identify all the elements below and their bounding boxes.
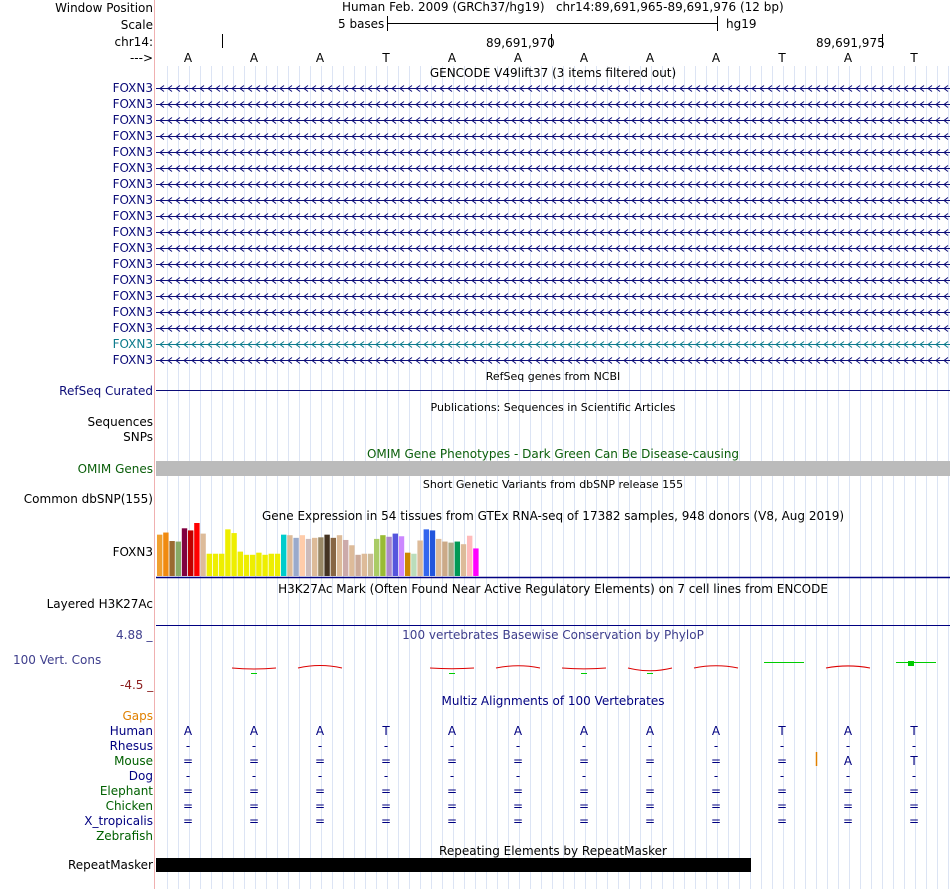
multiz-alignment-char: = xyxy=(314,799,326,813)
multiz-alignment-char: = xyxy=(380,754,392,768)
omim-track-title[interactable]: OMIM Gene Phenotypes - Dark Green Can Be Disease-causing xyxy=(366,447,740,461)
assembly-label: hg19 xyxy=(726,17,757,31)
base-letter: A xyxy=(645,51,655,65)
multiz-track-title[interactable]: Multiz Alignments of 100 Vertebrates xyxy=(441,694,665,708)
base-letter: A xyxy=(249,51,259,65)
phylop-label[interactable]: 100 Vert. Cons xyxy=(13,653,102,667)
multiz-alignment-char: = xyxy=(248,784,260,798)
multiz-alignment-char: - xyxy=(911,769,917,783)
multiz-species-label[interactable]: Rhesus xyxy=(109,739,153,753)
multiz-species-label[interactable]: Elephant xyxy=(99,784,153,798)
phylop-value-mark xyxy=(694,666,738,668)
gtex-tissue-bar[interactable] xyxy=(275,554,280,576)
h3k27ac-track-title[interactable]: H3K27Ac Mark (Often Found Near Active Regulatory Elements) on 7 cell lines from ENCODE xyxy=(278,582,828,596)
gtex-tissue-bar[interactable] xyxy=(411,554,416,576)
multiz-species-label[interactable]: X_tropicalis xyxy=(84,814,153,828)
gencode-transcript[interactable] xyxy=(156,230,950,236)
gtex-tissue-bar[interactable] xyxy=(337,535,342,576)
multiz-alignment-char: = xyxy=(842,799,854,813)
gtex-tissue-bar[interactable] xyxy=(417,540,422,576)
gtex-tissue-bar[interactable] xyxy=(318,537,323,576)
gencode-transcript[interactable] xyxy=(156,86,950,92)
publications-label-sequences[interactable]: Sequences xyxy=(87,415,153,429)
gtex-track-title[interactable]: Gene Expression in 54 tissues from GTEx RNA-seq of 17382 samples, 948 donors (V8, Aug 2019) xyxy=(261,509,845,523)
gtex-tissue-bar[interactable] xyxy=(300,535,305,576)
scale-label: Scale xyxy=(120,18,153,32)
multiz-alignment-char: - xyxy=(713,739,719,753)
multiz-alignment-char: A xyxy=(843,724,853,738)
gencode-transcript[interactable] xyxy=(156,342,950,348)
multiz-alignment-char: = xyxy=(578,814,590,828)
gtex-tissue-bar[interactable] xyxy=(238,552,243,576)
base-letter: A xyxy=(579,51,589,65)
multiz-alignment-char: A xyxy=(843,754,853,768)
dbsnp-track-title[interactable]: Short Genetic Variants from dbSNP release 155 xyxy=(422,478,684,491)
position-title: Human Feb. 2009 (GRCh37/hg19) chr14:89,691,965-89,691,976 (12 bp) xyxy=(342,0,784,14)
gencode-transcript-label[interactable]: FOXN3 xyxy=(112,145,153,159)
multiz-alignment-char: = xyxy=(314,784,326,798)
multiz-alignment-char: = xyxy=(512,799,524,813)
multiz-alignment-char: = xyxy=(710,754,722,768)
gtex-tissue-bar[interactable] xyxy=(250,555,255,576)
gencode-transcript[interactable] xyxy=(156,134,950,140)
gencode-transcript-label[interactable]: FOXN3 xyxy=(112,129,153,143)
gencode-transcript-label[interactable]: FOXN3 xyxy=(112,289,153,303)
multiz-alignment-char: - xyxy=(647,739,653,753)
phylop-value-mark xyxy=(298,666,342,668)
multiz-alignment-char: = xyxy=(842,814,854,828)
multiz-alignment-char: T xyxy=(778,724,786,738)
gtex-tissue-bar[interactable] xyxy=(430,530,435,576)
gtex-tissue-bar[interactable] xyxy=(424,529,429,576)
gtex-tissue-bar[interactable] xyxy=(442,542,447,576)
phylop-value-mark xyxy=(496,666,540,668)
gencode-transcript-label[interactable]: FOXN3 xyxy=(112,177,153,191)
strand-label: ---> xyxy=(129,51,153,65)
gtex-tissue-bar[interactable] xyxy=(269,554,274,576)
base-letter: A xyxy=(315,51,325,65)
multiz-alignment-char: - xyxy=(911,739,917,753)
multiz-alignment-char: = xyxy=(446,799,458,813)
multiz-alignment-char: = xyxy=(182,784,194,798)
multiz-alignment-char: - xyxy=(185,739,191,753)
multiz-alignment-char: = xyxy=(578,799,590,813)
gtex-tissue-bar[interactable] xyxy=(405,553,410,576)
gtex-tissue-bar[interactable] xyxy=(281,535,286,576)
multiz-alignment-char: - xyxy=(845,739,851,753)
multiz-species-label[interactable]: Human xyxy=(109,724,153,738)
gtex-tissue-bar[interactable] xyxy=(380,535,385,576)
gencode-transcript[interactable] xyxy=(156,262,950,268)
gtex-tissue-bar[interactable] xyxy=(399,536,404,576)
repeatmasker-element[interactable] xyxy=(156,858,751,872)
gencode-transcript[interactable] xyxy=(156,214,950,220)
gtex-tissue-bar[interactable] xyxy=(213,554,218,576)
multiz-alignment-char: = xyxy=(380,814,392,828)
multiz-alignment-char: - xyxy=(779,739,785,753)
gencode-transcript[interactable] xyxy=(156,182,950,188)
gencode-transcript[interactable] xyxy=(156,358,950,364)
publications-label-snps[interactable]: SNPs xyxy=(123,430,153,444)
multiz-alignment-char: = xyxy=(776,799,788,813)
gtex-tissue-bar[interactable] xyxy=(436,539,441,576)
gtex-tissue-bar[interactable] xyxy=(473,548,478,576)
gtex-tissue-bar[interactable] xyxy=(219,554,224,576)
gtex-tissue-bar[interactable] xyxy=(362,554,367,576)
multiz-alignment-char: = xyxy=(446,784,458,798)
multiz-alignment-char: - xyxy=(317,769,323,783)
multiz-alignment-char: T xyxy=(910,754,918,768)
multiz-alignment-char: - xyxy=(647,769,653,783)
base-letter: T xyxy=(382,51,390,65)
multiz-alignment-char: = xyxy=(644,814,656,828)
multiz-species-label[interactable]: Zebrafish xyxy=(96,829,153,843)
gtex-tissue-bar[interactable] xyxy=(393,534,398,576)
multiz-alignment-char: A xyxy=(513,724,523,738)
multiz-gaps-label: Gaps xyxy=(122,709,153,723)
gtex-tissue-bar[interactable] xyxy=(355,555,360,576)
gtex-tissue-bar[interactable] xyxy=(200,534,205,576)
chrom-label: chr14: xyxy=(114,35,153,49)
gtex-tissue-bar[interactable] xyxy=(225,529,230,576)
multiz-alignment-char: = xyxy=(644,784,656,798)
multiz-species-label[interactable]: Dog xyxy=(128,769,153,783)
multiz-alignment-char: = xyxy=(182,814,194,828)
gtex-tissue-bar[interactable] xyxy=(312,538,317,576)
repeatmasker-track-title[interactable]: Repeating Elements by RepeatMasker xyxy=(439,844,667,858)
multiz-alignment-char: = xyxy=(248,799,260,813)
base-letter: A xyxy=(183,51,193,65)
gtex-tissue-bar[interactable] xyxy=(374,539,379,576)
gtex-tissue-bar[interactable] xyxy=(343,540,348,576)
phylop-value-mark xyxy=(562,668,606,669)
omim-gene-bar[interactable] xyxy=(156,461,950,476)
gtex-tissue-bar[interactable] xyxy=(293,538,298,576)
phylop-track-title[interactable]: 100 vertebrates Basewise Conservation by PhyloP xyxy=(402,628,704,642)
window-position-label: Window Position xyxy=(55,1,153,15)
multiz-alignment-char: = xyxy=(908,784,920,798)
phylop-min-value: -4.5 _ xyxy=(120,678,154,692)
refseq-track-title[interactable]: RefSeq genes from NCBI xyxy=(485,370,621,383)
gencode-track-title[interactable]: GENCODE V49lift37 (3 items filtered out) xyxy=(429,66,677,80)
repeatmasker-label[interactable]: RepeatMasker xyxy=(67,858,153,872)
gencode-transcript-label[interactable]: FOXN3 xyxy=(112,353,153,367)
gtex-tissue-bar[interactable] xyxy=(176,542,181,576)
multiz-alignment-char: = xyxy=(578,754,590,768)
gencode-transcript-label[interactable]: FOXN3 xyxy=(112,241,153,255)
multiz-alignment-char: A xyxy=(249,724,259,738)
multiz-alignment-char: - xyxy=(779,769,785,783)
gencode-transcript-label[interactable]: FOXN3 xyxy=(112,273,153,287)
gencode-transcript-label[interactable]: FOXN3 xyxy=(112,161,153,175)
gencode-transcript[interactable] xyxy=(156,326,950,332)
multiz-alignment-char: = xyxy=(710,814,722,828)
gencode-transcript-label[interactable]: FOXN3 xyxy=(112,113,153,127)
multiz-alignment-char: - xyxy=(383,739,389,753)
phylop-value-mark xyxy=(232,668,276,669)
gtex-tissue-bar[interactable] xyxy=(349,545,354,576)
gtex-tissue-bar[interactable] xyxy=(157,535,162,576)
gencode-transcript-label[interactable]: FOXN3 xyxy=(112,193,153,207)
gtex-tissue-bar[interactable] xyxy=(448,543,453,576)
gtex-tissue-bar[interactable] xyxy=(467,536,472,576)
omim-label[interactable]: OMIM Genes xyxy=(77,462,153,476)
refseq-label[interactable]: RefSeq Curated xyxy=(59,384,153,398)
gencode-transcript[interactable] xyxy=(156,150,950,156)
multiz-alignment-char: = xyxy=(644,799,656,813)
gencode-transcript[interactable] xyxy=(156,278,950,284)
base-letter: A xyxy=(843,51,853,65)
gencode-transcript[interactable] xyxy=(156,198,950,204)
gtex-tissue-bar[interactable] xyxy=(231,533,236,576)
gencode-transcript-label[interactable]: FOXN3 xyxy=(112,337,153,351)
gencode-transcript-label[interactable]: FOXN3 xyxy=(112,257,153,271)
multiz-alignment-char: = xyxy=(512,754,524,768)
multiz-alignment-char: - xyxy=(251,769,257,783)
gtex-tissue-bar[interactable] xyxy=(331,538,336,576)
multiz-alignment-char: A xyxy=(711,724,721,738)
gencode-transcript[interactable] xyxy=(156,294,950,300)
h3k27ac-label[interactable]: Layered H3K27Ac xyxy=(46,597,153,611)
gencode-transcript-label[interactable]: FOXN3 xyxy=(112,81,153,95)
gencode-transcript[interactable] xyxy=(156,102,950,108)
gtex-tissue-bar[interactable] xyxy=(368,554,373,576)
gtex-tissue-bar[interactable] xyxy=(306,539,311,576)
base-letter: T xyxy=(778,51,786,65)
gencode-transcript[interactable] xyxy=(156,118,950,124)
phylop-value-mark xyxy=(826,666,870,668)
base-letter: A xyxy=(447,51,457,65)
gtex-tissue-bar[interactable] xyxy=(207,554,212,576)
multiz-alignment-char: - xyxy=(449,739,455,753)
multiz-alignment-char: A xyxy=(579,724,589,738)
multiz-alignment-char: = xyxy=(710,799,722,813)
gencode-transcript-label[interactable]: FOXN3 xyxy=(112,321,153,335)
multiz-alignment-char: = xyxy=(908,814,920,828)
publications-track-title[interactable]: Publications: Sequences in Scientific Articles xyxy=(430,401,676,414)
multiz-alignment-char: = xyxy=(446,814,458,828)
multiz-alignment-char: = xyxy=(512,784,524,798)
scale-text: 5 bases xyxy=(338,17,385,31)
phylop-max-value: 4.88 _ xyxy=(116,628,153,642)
gtex-tissue-bar[interactable] xyxy=(169,541,174,576)
gtex-tissue-bar[interactable] xyxy=(163,533,168,576)
multiz-alignment-char: - xyxy=(515,769,521,783)
multiz-alignment-char: = xyxy=(182,754,194,768)
multiz-alignment-char: = xyxy=(248,814,260,828)
multiz-alignment-char: A xyxy=(645,724,655,738)
gtex-gene-label[interactable]: FOXN3 xyxy=(112,545,153,559)
multiz-alignment-char: - xyxy=(383,769,389,783)
gencode-transcript[interactable] xyxy=(156,246,950,252)
multiz-alignment-char: = xyxy=(776,754,788,768)
gtex-tissue-bar[interactable] xyxy=(461,544,466,576)
multiz-alignment-char: = xyxy=(710,784,722,798)
multiz-alignment-char: - xyxy=(251,739,257,753)
gtex-tissue-bar[interactable] xyxy=(194,523,199,576)
gtex-tissue-bar[interactable] xyxy=(182,528,187,576)
gtex-tissue-bar[interactable] xyxy=(386,537,391,576)
multiz-alignment-char: - xyxy=(185,769,191,783)
multiz-alignment-char: = xyxy=(314,754,326,768)
gtex-tissue-bar[interactable] xyxy=(324,535,329,576)
multiz-alignment-char: - xyxy=(581,739,587,753)
coordinate-label-2: 89,691,975 xyxy=(816,36,885,50)
base-letter: T xyxy=(910,51,918,65)
multiz-alignment-char: = xyxy=(842,784,854,798)
multiz-species-label[interactable]: Chicken xyxy=(105,799,153,813)
multiz-alignment-char: - xyxy=(449,769,455,783)
base-letter: A xyxy=(513,51,523,65)
gtex-tissue-bar[interactable] xyxy=(262,555,267,576)
multiz-alignment-char: = xyxy=(908,799,920,813)
multiz-alignment-char: T xyxy=(910,724,918,738)
gtex-tissue-bar[interactable] xyxy=(287,535,292,576)
gtex-tissue-bar[interactable] xyxy=(244,555,249,576)
gencode-transcript[interactable] xyxy=(156,310,950,316)
multiz-alignment-char: = xyxy=(248,754,260,768)
base-letter: A xyxy=(711,51,721,65)
phylop-value-mark xyxy=(908,661,914,666)
multiz-alignment-char: = xyxy=(446,754,458,768)
gencode-transcript-label[interactable]: FOXN3 xyxy=(112,97,153,111)
multiz-alignment-char: = xyxy=(578,784,590,798)
multiz-alignment-char: A xyxy=(447,724,457,738)
dbsnp-label[interactable]: Common dbSNP(155) xyxy=(23,492,153,506)
multiz-alignment-char: A xyxy=(315,724,325,738)
multiz-alignment-char: = xyxy=(512,814,524,828)
multiz-species-label[interactable]: Mouse xyxy=(114,754,153,768)
gencode-transcript[interactable] xyxy=(156,166,950,172)
multiz-alignment-char: - xyxy=(845,769,851,783)
multiz-alignment-char: = xyxy=(776,784,788,798)
gtex-tissue-bar[interactable] xyxy=(256,553,261,576)
multiz-alignment-char: = xyxy=(314,814,326,828)
multiz-alignment-char: = xyxy=(380,784,392,798)
multiz-alignment-char: - xyxy=(317,739,323,753)
phylop-value-mark xyxy=(628,668,672,671)
multiz-alignment-char: - xyxy=(713,769,719,783)
multiz-alignment-char: - xyxy=(515,739,521,753)
gencode-transcript-label[interactable]: FOXN3 xyxy=(112,209,153,223)
multiz-alignment-char: T xyxy=(382,724,390,738)
phylop-value-mark xyxy=(430,668,474,669)
multiz-alignment-char: = xyxy=(776,814,788,828)
multiz-alignment-char: = xyxy=(182,799,194,813)
multiz-alignment-char: = xyxy=(644,754,656,768)
multiz-alignment-char: A xyxy=(183,724,193,738)
gencode-transcript-label[interactable]: FOXN3 xyxy=(112,225,153,239)
gtex-tissue-bar[interactable] xyxy=(188,530,193,576)
gtex-tissue-bar[interactable] xyxy=(455,542,460,576)
gencode-transcript-label[interactable]: FOXN3 xyxy=(112,305,153,319)
multiz-alignment-char: - xyxy=(581,769,587,783)
multiz-alignment-char: = xyxy=(380,799,392,813)
coordinate-label-1: 89,691,970 xyxy=(486,36,555,50)
